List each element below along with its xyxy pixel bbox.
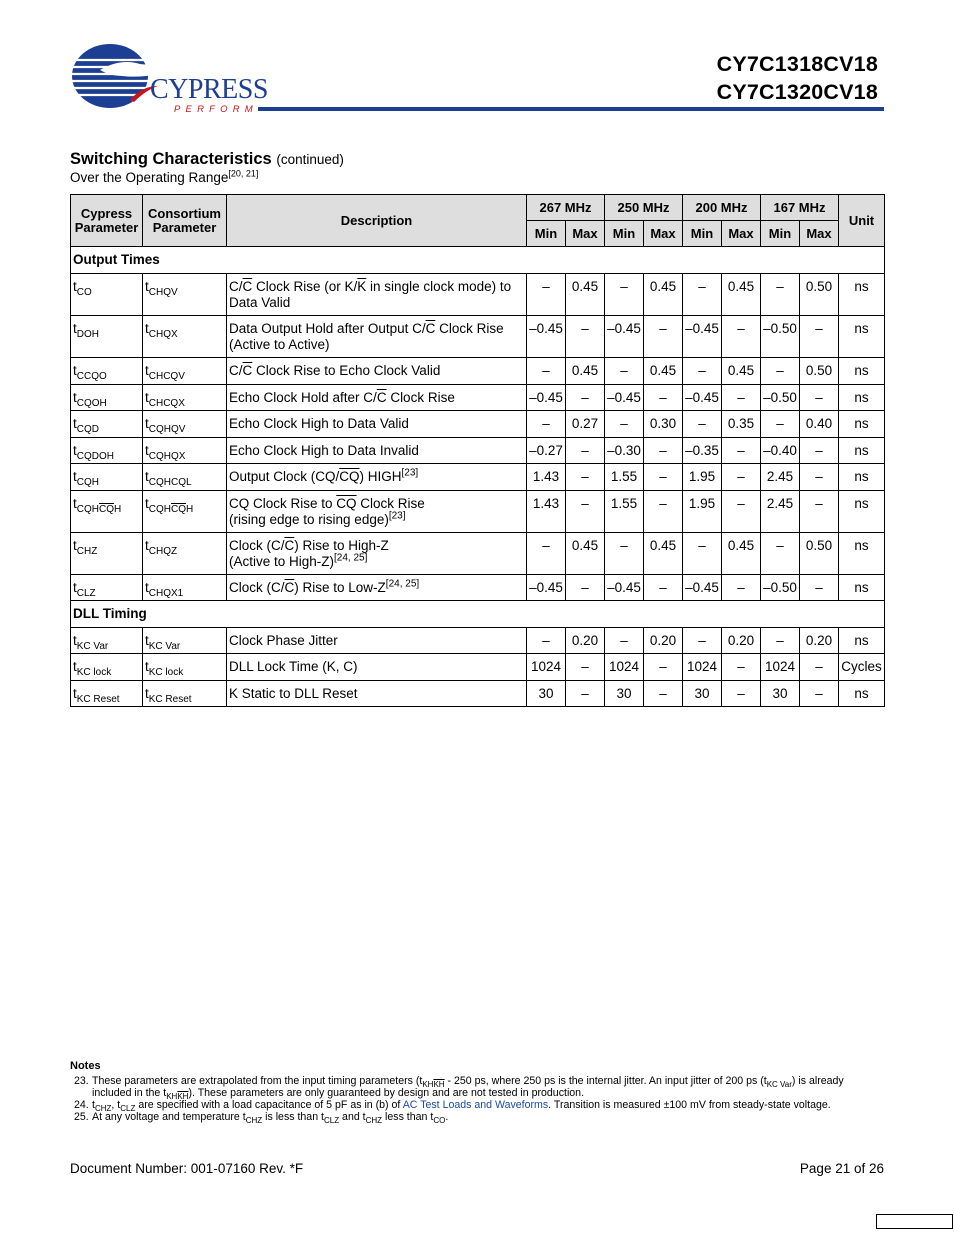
unit-cell: ns — [839, 575, 885, 601]
col-min: Min — [683, 221, 722, 247]
value-cell: –0.50 — [761, 385, 800, 411]
value-cell: – — [683, 628, 722, 654]
value-cell: 0.45 — [722, 358, 761, 385]
description: Clock Phase Jitter — [227, 628, 527, 654]
value-cell: –0.50 — [761, 316, 800, 358]
table-row — [71, 316, 885, 358]
value-cell: – — [800, 575, 839, 601]
col-freq-267: 267 MHz — [527, 195, 605, 221]
col-min: Min — [761, 221, 800, 247]
cypress-param: $t_{CQH\overline{CQ}H}$ — [71, 491, 143, 533]
value-cell: – — [722, 464, 761, 491]
col-max: Max — [566, 221, 605, 247]
value-cell: –0.45 — [527, 316, 566, 358]
value-cell: – — [683, 274, 722, 316]
value-cell: – — [644, 438, 683, 464]
col-min: Min — [527, 221, 566, 247]
value-cell: –0.27 — [527, 438, 566, 464]
value-cell: – — [800, 491, 839, 533]
description: Clock $(C/\overline{C})$ Rise to High-Z (Active to High-Z)[24, 25] — [227, 533, 527, 575]
value-cell: 1.43 — [527, 491, 566, 533]
value-cell: – — [722, 491, 761, 533]
consortium-param: $t_{CHQX1}$ — [143, 575, 227, 601]
section-subtitle-ref: [20, 21] — [228, 168, 259, 179]
description: Echo Clock Hold after $C/\overline{C}$ Clock Rise — [227, 385, 527, 411]
description: $C/\overline{C}$ Clock Rise (or $K/\overline{K}$ in single clock mode) to Data Valid — [227, 274, 527, 316]
unit-cell: ns — [839, 438, 885, 464]
section-row-output-times: Output Times — [71, 247, 885, 274]
value-cell: 0.20 — [644, 628, 683, 654]
value-cell: 30 — [527, 681, 566, 707]
unit-cell: ns — [839, 628, 885, 654]
value-cell: –0.45 — [683, 575, 722, 601]
value-cell: – — [722, 385, 761, 411]
value-cell: – — [527, 411, 566, 438]
value-cell: – — [683, 411, 722, 438]
value-cell: 1.95 — [683, 464, 722, 491]
value-cell: – — [800, 464, 839, 491]
value-cell: – — [800, 438, 839, 464]
value-cell: – — [566, 316, 605, 358]
table-row — [71, 464, 885, 491]
value-cell: – — [605, 411, 644, 438]
value-cell: 30 — [761, 681, 800, 707]
value-cell: – — [566, 654, 605, 681]
section-title-text: Switching Characteristics — [70, 150, 272, 168]
unit-cell: ns — [839, 464, 885, 491]
value-cell: – — [527, 274, 566, 316]
cypress-param: $t_{CQDOH}$ — [71, 438, 143, 464]
value-cell: 0.45 — [644, 358, 683, 385]
page-number: Page 21 of 26 — [799, 1161, 884, 1176]
value-cell: 0.20 — [722, 628, 761, 654]
value-cell: 2.45 — [761, 464, 800, 491]
consortium-param: $t_{CHQZ}$ — [143, 533, 227, 575]
col-max: Max — [644, 221, 683, 247]
section-subtitle-text: Over the Operating Range — [70, 170, 229, 185]
value-cell: 0.27 — [566, 411, 605, 438]
unit-cell: ns — [839, 491, 885, 533]
value-cell: 2.45 — [761, 491, 800, 533]
value-cell: –0.45 — [683, 316, 722, 358]
value-cell: 0.45 — [722, 533, 761, 575]
note-25: 25. At any voltage and temperature $t_{CHZ}$ is less than $t_{CLZ}$ and $t_{CHZ}$ less than $t_{CO}$. — [74, 1111, 449, 1125]
table-row — [71, 411, 885, 438]
value-cell: – — [722, 575, 761, 601]
value-cell: – — [644, 491, 683, 533]
value-cell: 0.30 — [644, 411, 683, 438]
col-max: Max — [800, 221, 839, 247]
value-cell: 30 — [683, 681, 722, 707]
header-rule — [258, 107, 884, 111]
col-unit: Unit — [839, 195, 885, 247]
value-cell: 0.35 — [722, 411, 761, 438]
consortium-param: $t_{CHCQV}$ — [143, 358, 227, 385]
part-number-1: CY7C1318CV18 — [716, 52, 878, 76]
table-row — [71, 438, 885, 464]
consortium-param: $t_{CQH\overline{CQ}H}$ — [143, 491, 227, 533]
value-cell: 1.55 — [605, 464, 644, 491]
value-cell: 0.45 — [566, 358, 605, 385]
value-cell: – — [761, 411, 800, 438]
value-cell: –0.45 — [605, 385, 644, 411]
description: Clock $(C/\overline{C})$ Rise to Low-Z[24, 25] — [227, 575, 527, 601]
feedback-box[interactable] — [876, 1214, 953, 1229]
consortium-param: $t_{KC Reset}$ — [143, 681, 227, 707]
cypress-param: $t_{CQOH}$ — [71, 385, 143, 411]
value-cell: – — [644, 464, 683, 491]
value-cell: –0.45 — [527, 385, 566, 411]
unit-cell: ns — [839, 274, 885, 316]
col-cypress-parameter: Cypress Parameter — [71, 195, 143, 247]
value-cell: – — [605, 274, 644, 316]
unit-cell: ns — [839, 358, 885, 385]
ac-test-loads-link[interactable]: AC Test Loads and Waveforms — [402, 1099, 549, 1111]
value-cell: –0.45 — [605, 575, 644, 601]
part-number-2: CY7C1320CV18 — [716, 80, 878, 104]
cypress-param: $t_{CCQO}$ — [71, 358, 143, 385]
value-cell: – — [566, 438, 605, 464]
value-cell: 0.20 — [800, 628, 839, 654]
value-cell: – — [722, 316, 761, 358]
value-cell: – — [566, 575, 605, 601]
col-description: Description — [227, 195, 527, 247]
value-cell: 1.55 — [605, 491, 644, 533]
value-cell: 1.95 — [683, 491, 722, 533]
value-cell: – — [800, 681, 839, 707]
section-subtitle — [70, 170, 258, 185]
cypress-param: $t_{CHZ}$ — [71, 533, 143, 575]
document-number: Document Number: 001-07160 Rev. *F — [70, 1161, 304, 1176]
description: DLL Lock Time (K, C) — [227, 654, 527, 681]
value-cell: – — [566, 491, 605, 533]
consortium-param: $t_{CHQX}$ — [143, 316, 227, 358]
description: K Static to DLL Reset — [227, 681, 527, 707]
value-cell: – — [761, 533, 800, 575]
col-freq-167: 167 MHz — [761, 195, 839, 221]
section-title-continued: (continued) — [276, 152, 344, 167]
value-cell: 0.45 — [566, 533, 605, 575]
cypress-param: $t_{KC Var}$ — [71, 628, 143, 654]
cypress-param: $t_{KC Reset}$ — [71, 681, 143, 707]
table-row — [71, 681, 885, 707]
value-cell: 0.45 — [566, 274, 605, 316]
logo-wordmark: CYPRESS — [150, 74, 268, 105]
value-cell: –0.35 — [683, 438, 722, 464]
value-cell: 30 — [605, 681, 644, 707]
value-cell: 0.40 — [800, 411, 839, 438]
note-24: 24. $t_{CHZ}$, $t_{CLZ}$ are specified with a load capacitance of 5 pF as in (b) of AC Test Loads and Waveforms. Transition is measured ±100 mV from steady-state voltage. — [74, 1099, 831, 1113]
value-cell: 0.45 — [722, 274, 761, 316]
value-cell: 1.43 — [527, 464, 566, 491]
table-row — [71, 491, 885, 533]
notes-heading: Notes — [70, 1060, 101, 1072]
table-row — [71, 385, 885, 411]
value-cell: – — [722, 681, 761, 707]
table-row — [71, 533, 885, 575]
description: $C/\overline{C}$ Clock Rise to Echo Clock Valid — [227, 358, 527, 385]
cypress-param: $t_{CO}$ — [71, 274, 143, 316]
value-cell: –0.45 — [527, 575, 566, 601]
value-cell: – — [761, 358, 800, 385]
unit-cell: ns — [839, 316, 885, 358]
description: Output Clock $(CQ/\overline{CQ})$ HIGH[23] — [227, 464, 527, 491]
value-cell: – — [566, 681, 605, 707]
value-cell: –0.45 — [683, 385, 722, 411]
value-cell: 1024 — [761, 654, 800, 681]
table-row — [71, 628, 885, 654]
value-cell: – — [683, 533, 722, 575]
consortium-param: $t_{KC Var}$ — [143, 628, 227, 654]
cypress-param: $t_{CLZ}$ — [71, 575, 143, 601]
table-row — [71, 575, 885, 601]
unit-cell: ns — [839, 681, 885, 707]
value-cell: – — [527, 533, 566, 575]
col-freq-200: 200 MHz — [683, 195, 761, 221]
value-cell: – — [722, 438, 761, 464]
value-cell: 0.45 — [644, 533, 683, 575]
value-cell: –0.45 — [605, 316, 644, 358]
value-cell: – — [644, 385, 683, 411]
value-cell: – — [683, 358, 722, 385]
value-cell: –0.40 — [761, 438, 800, 464]
consortium-param: $t_{CQHQX}$ — [143, 438, 227, 464]
consortium-param: $t_{CHCQX}$ — [143, 385, 227, 411]
value-cell: 1024 — [605, 654, 644, 681]
value-cell: – — [644, 575, 683, 601]
switching-characteristics-table — [70, 194, 885, 707]
description: Echo Clock High to Data Valid — [227, 411, 527, 438]
table-row — [71, 358, 885, 385]
value-cell: –0.30 — [605, 438, 644, 464]
section-title — [70, 150, 344, 169]
col-freq-250: 250 MHz — [605, 195, 683, 221]
consortium-param: $t_{CHQV}$ — [143, 274, 227, 316]
value-cell: 0.50 — [800, 358, 839, 385]
value-cell: – — [566, 385, 605, 411]
value-cell: – — [800, 385, 839, 411]
cypress-param: $t_{CQD}$ — [71, 411, 143, 438]
value-cell: 0.45 — [644, 274, 683, 316]
value-cell: – — [644, 681, 683, 707]
value-cell: – — [644, 654, 683, 681]
value-cell: – — [644, 316, 683, 358]
value-cell: 0.50 — [800, 533, 839, 575]
unit-cell: ns — [839, 411, 885, 438]
value-cell: – — [605, 358, 644, 385]
note-23: 23. These parameters are extrapolated from the input timing parameters ($t_{KH\overline{KH}} - 250$ ps, where 250 ps is the internal jitter. An input jitter of 200 ps $(t_{KC Var})$ is already included in the $t_{KH\overline{KH}}$). These parameters are only guaranteed by design and are not tested in production. — [74, 1075, 844, 1101]
col-max: Max — [722, 221, 761, 247]
value-cell: – — [527, 628, 566, 654]
unit-cell: Cycles — [839, 654, 885, 681]
col-min: Min — [605, 221, 644, 247]
table-row — [71, 654, 885, 681]
table-row — [71, 274, 885, 316]
col-consortium-parameter: Consortium Parameter — [143, 195, 227, 247]
description: Data Output Hold after Output $C/\overline{C}$ Clock Rise (Active to Active) — [227, 316, 527, 358]
value-cell: – — [566, 464, 605, 491]
description: Echo Clock High to Data Invalid — [227, 438, 527, 464]
value-cell: – — [605, 533, 644, 575]
value-cell: – — [761, 628, 800, 654]
logo-tagline: PERFORM — [174, 104, 258, 115]
value-cell: – — [761, 274, 800, 316]
value-cell: – — [800, 654, 839, 681]
value-cell: 0.20 — [566, 628, 605, 654]
value-cell: –0.50 — [761, 575, 800, 601]
consortium-param: $t_{KC lock}$ — [143, 654, 227, 681]
unit-cell: ns — [839, 533, 885, 575]
consortium-param: $t_{CQHQV}$ — [143, 411, 227, 438]
value-cell: – — [800, 316, 839, 358]
value-cell: 1024 — [527, 654, 566, 681]
cypress-param: $t_{DOH}$ — [71, 316, 143, 358]
cypress-param: $t_{CQH}$ — [71, 464, 143, 491]
description: CQ Clock Rise to $\overline{CQ}$ Clock Rise (rising edge to rising edge)[23] — [227, 491, 527, 533]
value-cell: 1024 — [683, 654, 722, 681]
consortium-param: $t_{CQHCQL}$ — [143, 464, 227, 491]
section-row-dll-timing: DLL Timing — [71, 601, 885, 628]
cypress-param: $t_{KC lock}$ — [71, 654, 143, 681]
value-cell: – — [605, 628, 644, 654]
unit-cell: ns — [839, 385, 885, 411]
value-cell: – — [722, 654, 761, 681]
value-cell: – — [527, 358, 566, 385]
value-cell: 0.50 — [800, 274, 839, 316]
